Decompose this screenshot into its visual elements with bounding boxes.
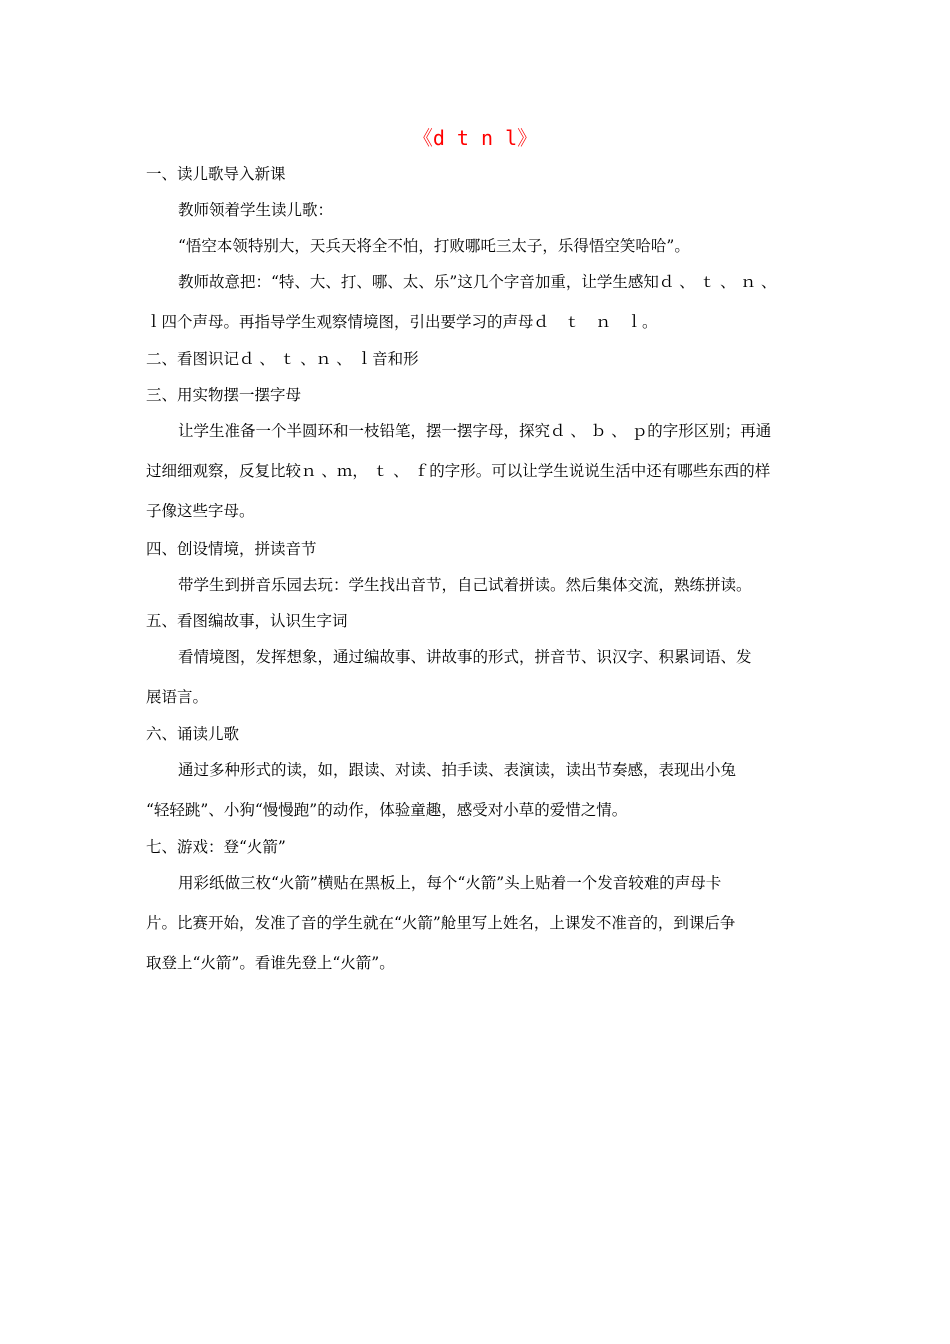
section-heading-4: 四、创设情境，拼读音节 xyxy=(146,540,317,558)
paragraph-line: “悟空本领特别大，天兵天将全不怕，打败哪吒三太子，乐得悟空笑哈哈”。 xyxy=(178,237,690,255)
paragraph-line: “轻轻跳”、小狗“慢慢跑”的动作，体验童趣，感受对小草的爱惜之情。 xyxy=(146,801,628,819)
paragraph-line: ｌ四个声母。再指导学生观察情境图，引出要学习的声母ｄ ｔ ｎ ｌ。 xyxy=(146,313,658,331)
section-heading-1: 一、读儿歌导入新课 xyxy=(146,165,286,183)
paragraph-line: 过细细观察，反复比较ｎ 、ｍ， ｔ 、 ｆ的字形。可以让学生说说生活中还有哪些东西的样 xyxy=(146,462,771,480)
paragraph-line: 展语言。 xyxy=(146,688,209,706)
document-title: 《d t n l》 xyxy=(412,126,538,150)
paragraph-line: 用彩纸做三枚“火箭”横贴在黑板上，每个“火箭”头上贴着一个发音较难的声母卡 xyxy=(178,874,722,892)
paragraph-line: 通过多种形式的读，如，跟读、对读、拍手读、表演读，读出节奏感，表现出小兔 xyxy=(178,761,737,779)
paragraph-line: 看情境图，发挥想象，通过编故事、讲故事的形式，拼音节、识汉字、积累词语、发 xyxy=(178,648,752,666)
paragraph-line: 教师领着学生读儿歌： xyxy=(178,201,334,219)
paragraph-line: 片。比赛开始，发准了音的学生就在“火箭”舱里写上姓名，上课发不准音的，到课后争 xyxy=(146,914,736,932)
section-heading-6: 六、诵读儿歌 xyxy=(146,725,240,743)
section-heading-7: 七、游戏：登“火箭” xyxy=(146,838,286,856)
paragraph-line: 教师故意把：“特、大、打、哪、太、乐”这几个字音加重，让学生感知ｄ 、 ｔ 、 ｎ 、 xyxy=(178,273,777,291)
section-heading-5: 五、看图编故事，认识生字词 xyxy=(146,612,348,630)
paragraph-line: 子像这些字母。 xyxy=(146,502,255,520)
paragraph-line: 带学生到拼音乐园去玩：学生找出音节，自己试着拼读。然后集体交流，熟练拼读。 xyxy=(178,576,752,594)
section-heading-3: 三、用实物摆一摆字母 xyxy=(146,386,302,404)
section-heading-2: 二、看图识记ｄ 、 ｔ 、ｎ 、 ｌ音和形 xyxy=(146,350,419,368)
paragraph-line: 让学生准备一个半圆环和一枝铅笔，摆一摆字母，探究ｄ 、 ｂ 、 ｐ的字形区别；再通 xyxy=(178,422,772,440)
paragraph-line: 取登上“火箭”。看谁先登上“火箭”。 xyxy=(146,954,395,972)
